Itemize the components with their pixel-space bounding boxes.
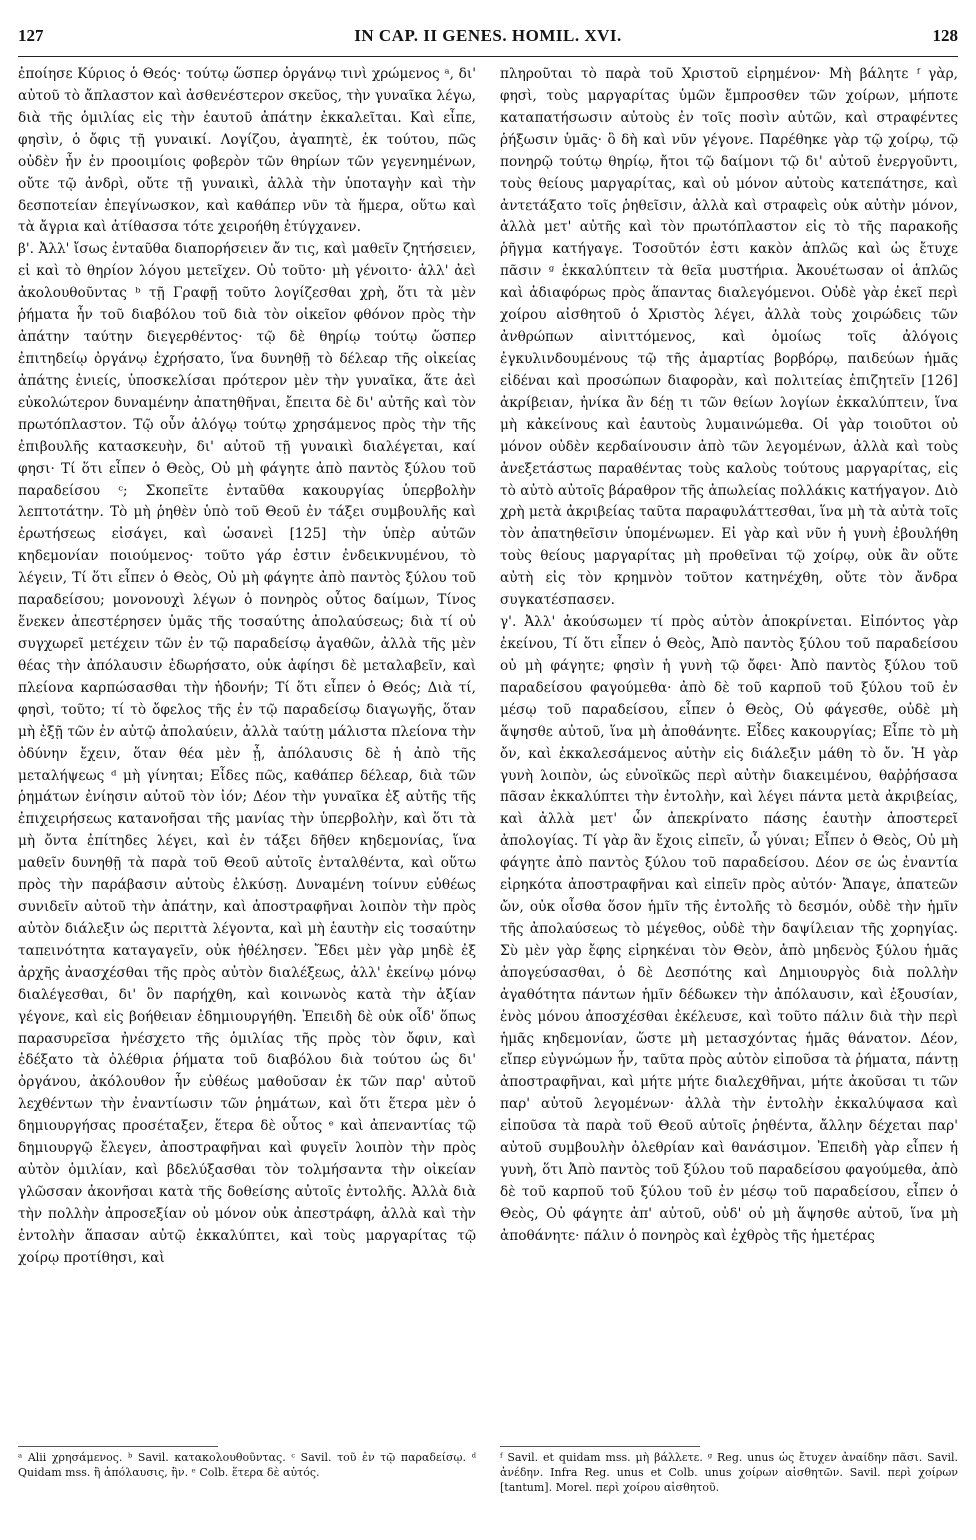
right-column — [500, 64, 958, 1248]
text-columns — [18, 64, 958, 1454]
right-paragraph-2: γ'. Ἀλλ' ἀκούσωμεν τί πρὸς αὐτὸν ἀποκρίνεται. Εἰπόντος γὰρ ἐκείνου, Τί ὅτι εἶπεν ὁ Θεὸς, Ἀπὸ παντὸς ξύλου τοῦ παραδείσου οὐ μὴ φάγητε; φησὶν ἡ γυνὴ τῷ ὄφει· Ἀπὸ παντὸς ξύλου τοῦ παραδείσου φαγούμεθα· ἀπὸ δὲ τοῦ καρποῦ τοῦ ξύλου τοῦ ἐν μέσῳ τοῦ παραδείσου, εἶπεν ὁ Θεὸς, Οὐ φάγεσθε, οὐδὲ μὴ ἅψησθε αὐτοῦ, ἵνα μὴ ἀποθάνητε. Εἶδες κακουργίας; Εἶπε τὸ μὴ ὄν, καὶ ἐκκαλεσάμενος αὐτὴν εἰς διάλεξιν μάθη τὸ ὄν. Ἡ γὰρ γυνὴ λοιπὸν, ὡς εὐνοϊκῶς περὶ αὐτὴν διακειμένου, θαῤῥήσασα πᾶσαν ἐκκαλύπτει τὴν ἐντολὴν, καὶ λέγει πάντα μετὰ ἀκριβείας, καὶ ἀλλὰ μετ' ὧν ἀπεκρίνατο πάσης ἑαυτὴν ἀποστερεῖ ἀπολογίας. Τί γὰρ ἂν ἔχοις εἰπεῖν, ὦ γύναι; Εἶπεν ὁ Θεὸς, Οὐ μὴ φάγητε ἀπὸ παντὸς ξύλου τοῦ παραδείσου. Δέον σε ὡς ἐναντία εἰρηκότα ἀποστραφῆναι καὶ εἰπεῖν πρὸς αὐτόν· Ἄπαγε, ἀπατεῶν ὤν, οὐκ οἶσθα ὅσον ἡμῖν τῆς ἐντολῆς τὸ δεσμόν, οὐδὲ τὴν ἡμῖν τῆς ἀπολαύσεως τὸ μέγεθος, οὐδὲ τὴν δαψίλειαν τῆς χορηγίας. Σὺ μὲν γὰρ ἔφης εἰρηκέναι τὸν Θεὸν, ἀπὸ μηδενὸς ξύλου ἡμᾶς ἀπογεύσασθαι, ὁ δὲ Δεσπότης καὶ Δημιουργὸς διὰ πολλὴν ἀγαθότητα πάντων ἡμῖν δέδωκεν τὴν ἀπόλαυσιν, καὶ ἐξουσίαν, ἑνὸς μόνου ἀποσχέσθαι ἐκέλευσε, καὶ τοῦτο πάλιν διὰ τὴν περὶ ἡμᾶς κηδεμονίαν, ὥστε μὴ μετασχόντας ἡμᾶς θάνατον. Δέον, εἴπερ εὐγνώμων ἦν, ταῦτα πρὸς αὐτὸν εἰποῦσα τὰ ῥήματα, πάντῃ ἀποστραφῆναι, καὶ μήτε μήτε διαλεχθῆναι, μήτε ἀκοῦσαι τι τῶν παρ' αὐτοῦ λεγομένων· ἀλλὰ τὴν ἐντολὴν ἐκκαλύψασα καὶ εἰποῦσα τὰ παρὰ τοῦ Θεοῦ αὐτοῖς ῥηθέντα, ἄλλην δέχεται παρ' αὐτοῦ συμβουλὴν ὀλεθρίαν καὶ θανάσιμον. Ἐπειδὴ γὰρ εἶπεν ἡ γυνὴ, ὅτι Ἀπὸ παντὸς τοῦ ξύλου τοῦ παραδείσου φαγούμεθα, ἀπὸ δὲ τοῦ καρποῦ τοῦ ξύλου τοῦ ἐν μέσῳ τοῦ παραδείσου, εἶπεν ὁ Θεὸς, Οὐ φάγητε ἀπ' αὐτοῦ, οὐδ' οὐ μὴ ἅψησθε αὐτοῦ, ἵνα μὴ ἀποθάνητε· πάλιν ὁ πονηρὸς καὶ ἐχθρὸς τῆς ἡμετέρας — [500, 614, 958, 1244]
left-column — [18, 64, 476, 1270]
left-paragraph-1: ἐποίησε Κύριος ὁ Θεός· τούτῳ ὥσπερ ὀργάνῳ τινὶ χρώμενος ᵃ, δι' αὐτοῦ τὸ ἄπλαστον καὶ ἀσθενέστερον σκεῦος, τὴν γυναῖκα λέγω, διὰ τῆς ὁμιλίας εἰς τὴν ἑαυτοῦ ἀπάτην ἐκκαλεῖται. Καὶ εἶπε, φησὶν, ὁ ὄφις τῇ γυναικί. Λογίζου, ἀγαπητὲ, ἐκ τούτου, πῶς οὐδὲν ἦν ἐν προοιμίοις φοβερὸν τῶν θηρίων τῶν γεγενημένων, οὔτε τῷ ἀνδρὶ, οὔτε τῇ γυναικὶ, ἀλλὰ τὴν ὑποταγὴν καὶ τὴν δεσποτείαν ἐπεγίνωσκον, καὶ καθάπερ νῦν τὰ ἥμερα, οὕτω καὶ τὰ ἄγρια καὶ ἀτίθασσα τότε χειροήθη ἐτύγχανεν. — [18, 66, 476, 236]
running-title: IN CAP. II GENES. HOMIL. XVI. — [354, 26, 622, 45]
footnote-right: ᶠ Savil. et quidam mss. μὴ βάλλετε. ᵍ Reg. unus ὡς ἔτυχεν ἀναίδην πᾶσι. Savil. ἀνέδην. Infra Reg. unus et Colb. unus χοίρων αἰσθητῶν. Savil. περὶ χοίρων [tantum]. Morel. περὶ χοίρου αἰσθητοῦ. — [500, 1451, 958, 1494]
book-page — [18, 20, 958, 1520]
footnote-rule-right — [500, 1446, 700, 1447]
running-header — [18, 20, 958, 57]
page-number-right: 128 — [932, 26, 958, 45]
left-paragraph-2: β'. Ἀλλ' ἴσως ἐνταῦθα διαπορήσειεν ἄν τις, καὶ μαθεῖν ζητήσειεν, εἰ καὶ τὸ θηρίον λόγου μετεῖχεν. Οὐ τοῦτο· μὴ γένοιτο· ἀλλ' ἀεὶ ἀκολουθοῦντας ᵇ τῇ Γραφῇ τοῦτο λογίζεσθαι χρὴ, ὅτι τὰ μὲν ῥήματα ἦν τοῦ διαβόλου τοῦ διὰ τὸν οἰκεῖον φθόνον πρὸς τὴν ἀπάτην ταύτην διεγερθέντος· τῷ δὲ θηρίῳ τούτῳ ὥσπερ ἐπιτηδείῳ ὀργάνῳ ἐχρήσατο, ἵνα δυνηθῇ τὸ δέλεαρ τῆς οἰκείας ἀπάτης ἐνιείς, ὑποσκελίσαι πρότερον μὲν τὴν γυναῖκα, ἅτε ἀεὶ εὐκολώτερον δυναμένην ἀπατηθῆναι, ἔπειτα δὲ δι' αὐτῆς καὶ τὸν πρωτόπλαστον. Τῷ οὖν ἀλόγῳ τούτῳ χρησάμενος πρὸς τὴν τῆς ἐπιβουλῆς κατασκευὴν, δι' αὐτοῦ τῇ γυναικὶ διαλέγεται, καί φησι· Τί ὅτι εἶπεν ὁ Θεὸς, Οὐ μὴ φάγητε ἀπὸ παντὸς ξύλου τοῦ παραδείσου ᶜ; Σκοπεῖτε ἐνταῦθα κακουργίας ὑπερβολὴν λεπτοτάτην. Τὸ μὴ ῥηθὲν ὑπὸ τοῦ Θεοῦ ἐν τάξει συμβουλῆς καὶ ἐρωτήσεως εἰσάγει, καὶ ὡσανεὶ [125] τὴν ὑπὲρ αὐτῶν κηδεμονίαν ποιούμενος· τοῦτο γάρ ἐστιν ἐνδεικνυμένου, τὸ λέγειν, Τί ὅτι εἶπεν ὁ Θεὸς, Οὐ μὴ φάγητε ἀπὸ παντὸς ξύλου τοῦ παραδείσου; μονονουχὶ λέγων ὁ πονηρὸς οὗτος δαίμων, Τίνος ἕνεκεν ἀπεστέρησεν ὑμᾶς τῆς τοσαύτης ἀπολαύσεως; διὰ τί οὐ συγχωρεῖ μετέχειν τῶν ἐν τῷ παραδείσῳ ἀγαθῶν, ἀλλὰ τῆς μὲν θέας τὴν ἀπόλαυσιν ἐδωρήσατο, οὐκ ἀφίησι δὲ μεταλαβεῖν, καὶ πλείονα καρπώσασθαι τὴν ἡδονήν; Τί ὅτι εἶπεν ὁ Θεός; Διὰ τί, φησὶ, τοῦτο; τί τὸ ὄφελος τῆς ἐν τῷ παραδείσῳ διαγωγῆς, ὅταν μὴ ἐξῇ τῶν ἐν αὐτῷ ἀπολαύειν, ἀλλὰ ταύτῃ μάλιστα πλείονα τὴν ὀδύνην ἔχειν, ὅταν θέα μὲν ᾖ, ἀπόλαυσις δὲ ἡ ἀπὸ τῆς μεταλήψεως ᵈ μὴ γίνηται; Εἶδες πῶς, καθάπερ δέλεαρ, διὰ τῶν ῥημάτων ἐνίησιν αὐτοῦ τὸν ἰόν; Δέον τὴν γυναῖκα ἐξ αὐτῆς τῆς ἐπιχειρήσεως κατανοῆσαι τῆς μανίας τὴν ὑπερβολὴν, καὶ ὅτι τὰ μὴ ὄντα ἐπίτηδες λέγει, καὶ ἐν τάξει δῆθεν κηδεμονίας, ἵνα μαθεῖν δυνηθῇ τὰ παρὰ τοῦ Θεοῦ αὐτοῖς ἐνταλθέντα, καὶ οὕτω πρὸς τὴν παράβασιν αὐτοὺς ἑλκύσῃ. Δυναμένη τοίνυν εὐθέως συνιδεῖν αὐτοῦ τὴν ἀπάτην, καὶ ἀποστραφῆναι λοιπὸν τὴν πρὸς αὐτὸν διάλεξιν ὡς περιττὰ λέγοντα, καὶ μὴ ἑαυτὴν εἰς τοσαύτην ταπεινότητα καταγαγεῖν, οὐκ ἠθέλησεν. Ἔδει μὲν γὰρ μηδὲ ἐξ ἀρχῆς ἀνασχέσθαι τῆς πρὸς αὐτὸν διαλέξεως, ἀλλ' ἐκείνῳ μόνῳ διαλέγεσθαι, δι' ὃν παρήχθη, καὶ κοινωνὸς κατὰ τὴν ἀξίαν γέγονε, καὶ εἰς βοήθειαν ἐδημιουργήθη. Ἐπειδὴ δὲ οὐκ οἶδ' ὅπως παρασυρεῖσα ἠνέσχετο τῆς ὁμιλίας τῆς πρὸς τὸν ὄφιν, καὶ ἐδέξατο τὰ ὀλέθρια ῥήματα τοῦ διαβόλου διὰ τούτου ὡς δι' ὀργάνου, ἀκόλουθον ἦν εὐθέως μαθοῦσαν ἐκ τῶν παρ' αὐτοῦ λεχθέντων τὴν ἐναντίωσιν τῶν ῥημάτων, καὶ ὅτι ἕτερα μὲν ὁ δημιουργήσας προσέταξεν, ἕτερα δὲ οὗτος ᵉ καὶ ἀπεναντίας τῷ δημιουργῷ ἔλεγεν, ἀποστραφῆναι καὶ φυγεῖν λοιπὸν τὴν πρὸς αὐτὸν ὁμιλίαν, καὶ βδελύξασθαι τὸν τολμήσαντα τὴν οἰκείαν γλῶσσαν ἀκονῆσαι κατὰ τῆς δοθείσης αὐτοῖς ἐντολῆς. Ἀλλὰ διὰ τὴν πολλὴν ἀπροσεξίαν οὐ μόνον οὐκ ἀπεστράφη, ἀλλὰ καὶ τὴν ἐντολὴν ἅπασαν αὐτῷ ἐκκαλύπτει, καὶ τοὺς μαργαρίτας τῷ χοίρῳ προτίθησι, καὶ — [18, 241, 476, 1266]
footnote-rule-left — [18, 1446, 218, 1447]
right-paragraph-1: πληροῦται τὸ παρὰ τοῦ Χριστοῦ εἰρημένον· Μὴ βάλητε ᶠ γὰρ, φησὶ, τοὺς μαργαρίτας ὑμῶν ἔμπροσθεν τῶν χοίρων, μήποτε καταπατήσωσιν αὐτοὺς ἐν τοῖς ποσὶν αὐτῶν, καὶ στραφέντες ῥήξωσιν ὑμᾶς· ὃ δὴ καὶ νῦν γέγονε. Παρέθηκε γὰρ τῷ χοίρῳ, τῷ πονηρῷ τούτῳ θηρίῳ, ἤτοι τῷ δαίμονι τῷ δι' αὐτοῦ ἐνεργοῦντι, τοὺς θείους μαργαρίτας, καὶ οὐ μόνον αὐτοὺς κατεπάτησε, καὶ ἀντετάξατο τοῖς ῥηθεῖσιν, ἀλλὰ καὶ στραφεὶς οὐκ αὐτὴν μόνον, ἀλλὰ μετ' αὐτῆς καὶ τὸν πρωτόπλαστον εἰς τὸ τῆς παρακοῆς ῥῆγμα κατήγαγε. Τοσοῦτόν ἐστι κακὸν ἁπλῶς καὶ ὡς ἔτυχε πᾶσιν ᵍ ἐκκαλύπτειν τὰ θεῖα μυστήρια. Ἀκουέτωσαν οἱ ἁπλῶς καὶ ἀδιαφόρως πρὸς ἅπαντας διαλεγόμενοι. Οὐδὲ γὰρ ἐκεῖ περὶ χοίρου αἰσθητοῦ ὁ Χριστὸς λέγει, ἀλλὰ τοὺς χοιρώδεις τῶν ἀνθρώπων αἰνιττόμενος, καὶ ὁμοίως τοῖς ἀλόγοις ἐγκυλινδουμένους τῷ τῆς ἁμαρτίας βορβόρῳ, παιδεύων ἡμᾶς εἰδέναι καὶ προσώπων διαφορὰν, καὶ πολιτείας ἐπιζητεῖν [126] ἀκρίβειαν, ἠνίκα ἂν δέῃ τι τῶν θείων λογίων ἐκκαλύπτειν, ἵνα μὴ κἀκείνους καὶ ἑαυτοὺς λυμαινώμεθα. Οἱ γὰρ τοιοῦτοι οὐ μόνον οὐδὲν κερδαίνουσιν ἀπὸ τῶν λεγομένων, ἀλλὰ καὶ τοὺς ἀνεξετάστως παραθέντας τοὺς καλοὺς τούτους μαργαρίτας, εἰς τὸ αὐτὸ αὐτοῖς βάραθρον τῆς ἀπωλείας πολλάκις κατήγαγον. Διὸ χρὴ μετὰ ἀκριβείας ταῦτα παραφυλάττεσθαι, ἵνα μὴ τὰ αὐτὰ τοῖς τὸν ἀπατηθεῖσιν ὑπομένωμεν. Εἰ γὰρ καὶ νῦν ἡ γυνὴ ἐβουλήθη τοὺς θείους μαργαρίτας μὴ προθεῖναι τῷ χοίρῳ, οὐκ ἂν οὔτε αὐτὴ εἰς τὸν κρημνὸν τοῦτον κατηνέχθη, οὔτε τὸν ἄνδρα συγκατέσπασεν. — [500, 66, 958, 609]
footnotes — [18, 1450, 958, 1520]
footnote-left: ᵃ Alii χρησάμενος. ᵇ Savil. κατακολουθοῦντας. ᶜ Savil. τοῦ ἐν τῷ παραδείσῳ. ᵈ Quidam mss. ἢ ἀπόλαυσις, ἢν. ᵉ Colb. ἕτερα δὲ αὐτός. — [18, 1451, 476, 1479]
page-number-left: 127 — [18, 26, 44, 45]
